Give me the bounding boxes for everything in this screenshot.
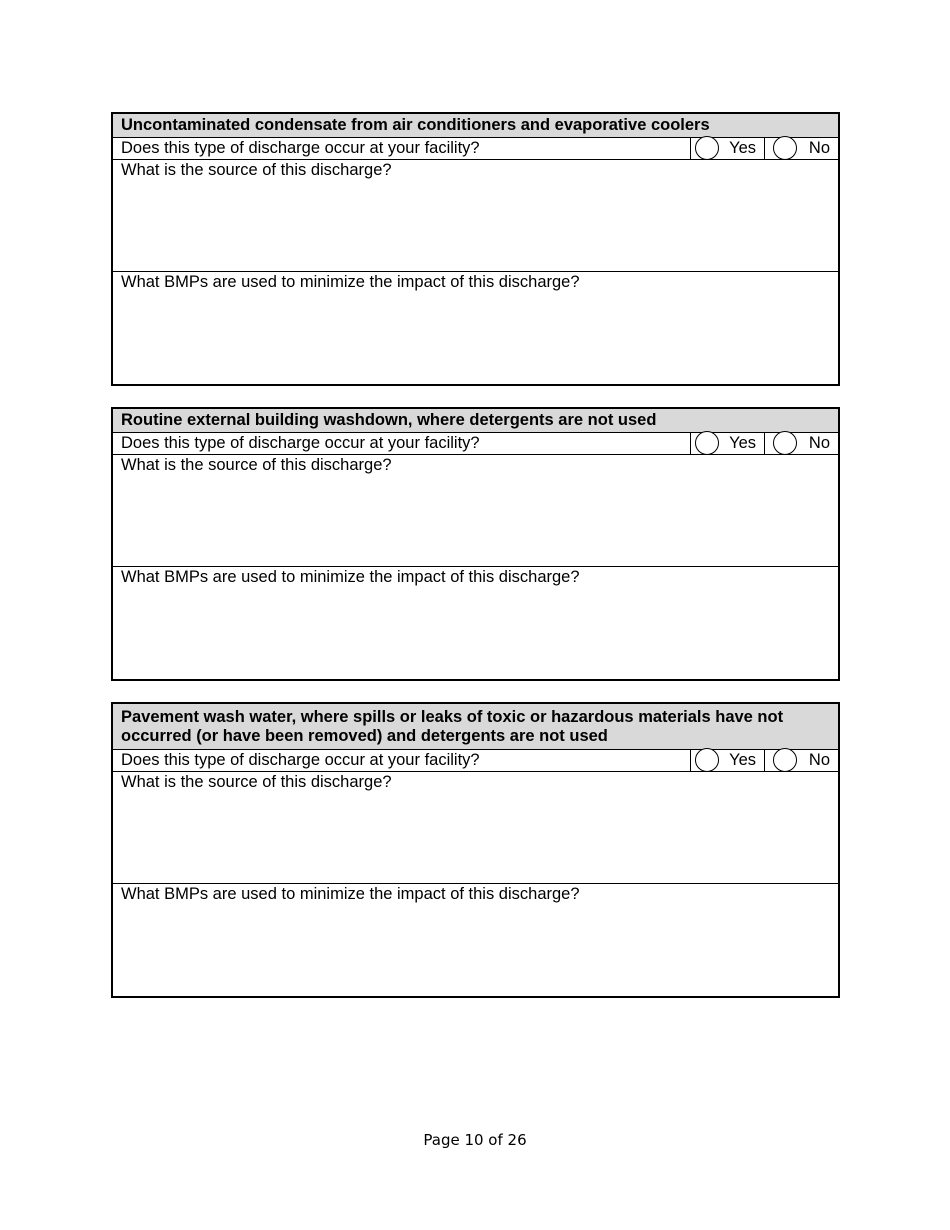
no-radio-button[interactable] xyxy=(773,748,797,772)
no-radio-button[interactable] xyxy=(773,431,797,455)
occurrence-question-row xyxy=(113,750,838,772)
no-option[interactable] xyxy=(764,433,838,454)
bmp-prompt: What BMPs are used to minimize the impact of this discharge? xyxy=(121,568,580,586)
no-radio-button[interactable] xyxy=(773,136,797,160)
no-option[interactable] xyxy=(764,138,838,159)
yes-radio-button[interactable] xyxy=(695,431,719,455)
occurrence-question: Does this type of discharge occur at your facility? xyxy=(121,139,480,157)
no-label: No xyxy=(808,751,830,769)
yes-option[interactable] xyxy=(690,433,764,454)
yes-label: Yes xyxy=(729,139,756,157)
discharge-section-pavement-wash xyxy=(111,702,840,998)
bmp-prompt: What BMPs are used to minimize the impact of this discharge? xyxy=(121,273,580,291)
section-header: Uncontaminated condensate from air conditioners and evaporative coolers xyxy=(113,114,838,138)
bmp-text-field[interactable] xyxy=(113,567,838,679)
occurrence-question-row xyxy=(113,433,838,455)
bmp-text-field[interactable] xyxy=(113,884,838,996)
bmp-prompt: What BMPs are used to minimize the impact of this discharge? xyxy=(121,885,580,903)
no-label: No xyxy=(808,139,830,157)
bmp-text-field[interactable] xyxy=(113,272,838,384)
occurrence-question: Does this type of discharge occur at your facility? xyxy=(121,434,480,452)
yes-option[interactable] xyxy=(690,138,764,159)
source-prompt: What is the source of this discharge? xyxy=(121,161,392,179)
source-prompt: What is the source of this discharge? xyxy=(121,773,392,791)
section-header: Pavement wash water, where spills or leaks of toxic or hazardous materials have not occurred (or have been removed) and detergents are not used xyxy=(113,704,838,750)
yes-option[interactable] xyxy=(690,750,764,771)
no-option[interactable] xyxy=(764,750,838,771)
discharge-section-condensate xyxy=(111,112,840,386)
occurrence-question: Does this type of discharge occur at your facility? xyxy=(121,751,480,769)
yes-label: Yes xyxy=(729,434,756,452)
source-text-field[interactable] xyxy=(113,772,838,884)
yes-radio-button[interactable] xyxy=(695,136,719,160)
occurrence-question-row xyxy=(113,138,838,160)
source-text-field[interactable] xyxy=(113,455,838,567)
section-header: Routine external building washdown, where detergents are not used xyxy=(113,409,838,433)
source-prompt: What is the source of this discharge? xyxy=(121,456,392,474)
no-label: No xyxy=(808,434,830,452)
source-text-field[interactable] xyxy=(113,160,838,272)
page-number: Page 10 of 26 xyxy=(423,1131,527,1149)
yes-radio-button[interactable] xyxy=(695,748,719,772)
yes-label: Yes xyxy=(729,751,756,769)
discharge-section-building-washdown xyxy=(111,407,840,681)
